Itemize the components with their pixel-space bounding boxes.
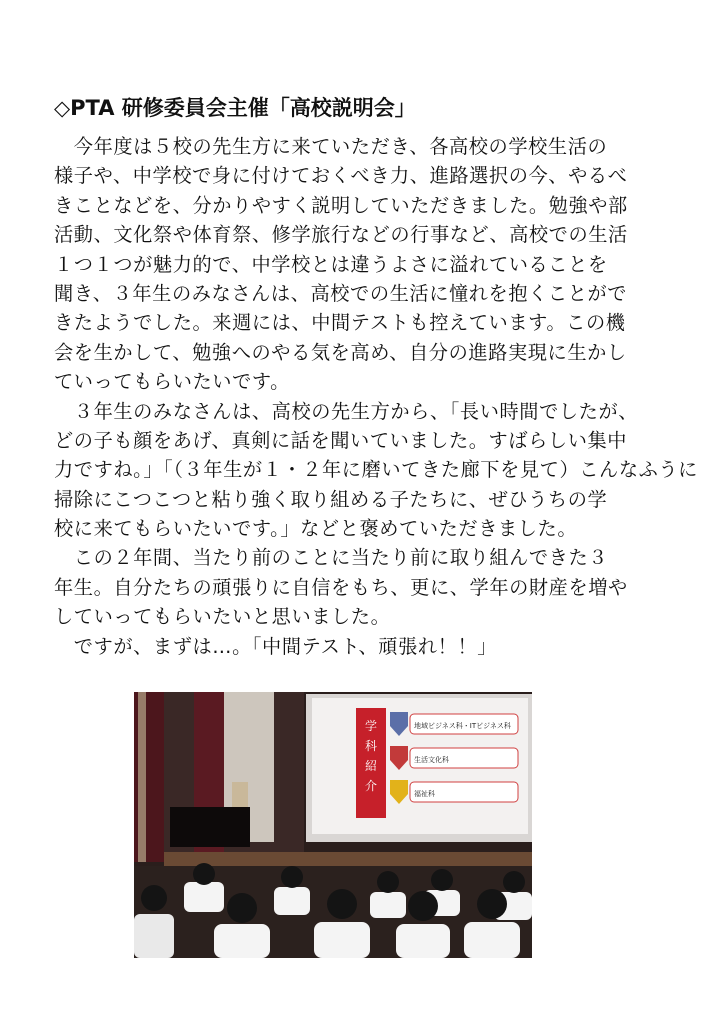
body-line: １つ１つが魅力的で、中学校とは違うよさに溢れていることを xyxy=(54,252,608,276)
body-line: 今年度は５校の先生方に来ていただき、各高校の学校生活の xyxy=(54,135,608,158)
student xyxy=(314,922,370,958)
slide-item-3: 福祉科 xyxy=(414,790,435,798)
student-head xyxy=(281,866,303,888)
body-line: していってもらいたいと思いました。 xyxy=(54,605,391,629)
curtain-edge xyxy=(138,692,146,862)
body-line: 様子や、中学校で身に付けておくべき力、進路選択の今、やるべ xyxy=(54,164,628,188)
slide-label-char: 科 xyxy=(364,739,378,753)
body-line: 力ですね。」「（３年生が１・２年に磨いてきた廊下を見て）こんなふうに xyxy=(54,458,698,482)
student-head xyxy=(141,885,167,911)
body-line: 校に来てもらいたいです。」などと褒めていただきました。 xyxy=(54,517,578,541)
student-head xyxy=(408,891,438,921)
body-line: 会を生かして、勉強へのやる気を高め、自分の進路実現に生かし xyxy=(54,340,627,364)
student-head xyxy=(227,893,257,923)
body-line: 掃除にこつこつと粘り強く取り組める子たちに、ぜひうちの学 xyxy=(54,487,608,511)
piano xyxy=(170,807,250,847)
student xyxy=(184,882,224,912)
event-photo-drawing xyxy=(134,692,532,958)
student-head xyxy=(431,869,453,891)
student-head xyxy=(327,889,357,919)
student xyxy=(214,924,270,958)
body-line: ていってもらいたいです。 xyxy=(54,370,290,394)
student xyxy=(134,914,174,958)
student-head xyxy=(503,871,525,893)
event-photo xyxy=(134,692,532,958)
student xyxy=(274,887,310,915)
article-body xyxy=(54,132,698,661)
body-line: きたようでした。来週には、中間テストも控えています。この機 xyxy=(54,311,626,335)
student-head xyxy=(193,863,215,885)
body-line: きことなどを、分かりやすく説明していただきました。勉強や部 xyxy=(54,193,628,217)
slide-label-char: 学 xyxy=(364,719,378,733)
student xyxy=(396,924,450,958)
slide-label-char: 紹 xyxy=(364,759,378,773)
slide-item-1: 地域ビジネス科・ITビジネス科 xyxy=(414,722,511,730)
body-line: どの子も顔をあげ、真剣に話を聞いていました。すばらしい集中 xyxy=(54,428,628,452)
slide-label-char: 介 xyxy=(364,779,378,793)
body-line: ３年生のみなさんは、高校の先生方から、「長い時間でしたが、 xyxy=(54,399,639,423)
stage-edge xyxy=(164,852,532,866)
body-line: 活動、文化祭や体育祭、修学旅行などの行事など、高校での生活 xyxy=(54,223,628,247)
slide-item-2: 生活文化科 xyxy=(414,756,449,764)
student-head xyxy=(377,871,399,893)
student xyxy=(464,922,520,958)
article-title: ◇PTA 研修委員会主催「高校説明会」 xyxy=(54,96,416,120)
body-line: 聞き、３年生のみなさんは、高校での生活に憧れを抱くことがで xyxy=(54,281,628,305)
body-line: 年生。自分たちの頑張りに自信をもち、更に、学年の財産を増や xyxy=(54,575,628,599)
body-line: この２年間、当たり前のことに当たり前に取り組んできた３ xyxy=(54,546,609,570)
body-line: ですが、まずは…。「中間テスト、頑張れ！！」 xyxy=(54,634,498,658)
student-head xyxy=(477,889,507,919)
student xyxy=(370,892,406,918)
